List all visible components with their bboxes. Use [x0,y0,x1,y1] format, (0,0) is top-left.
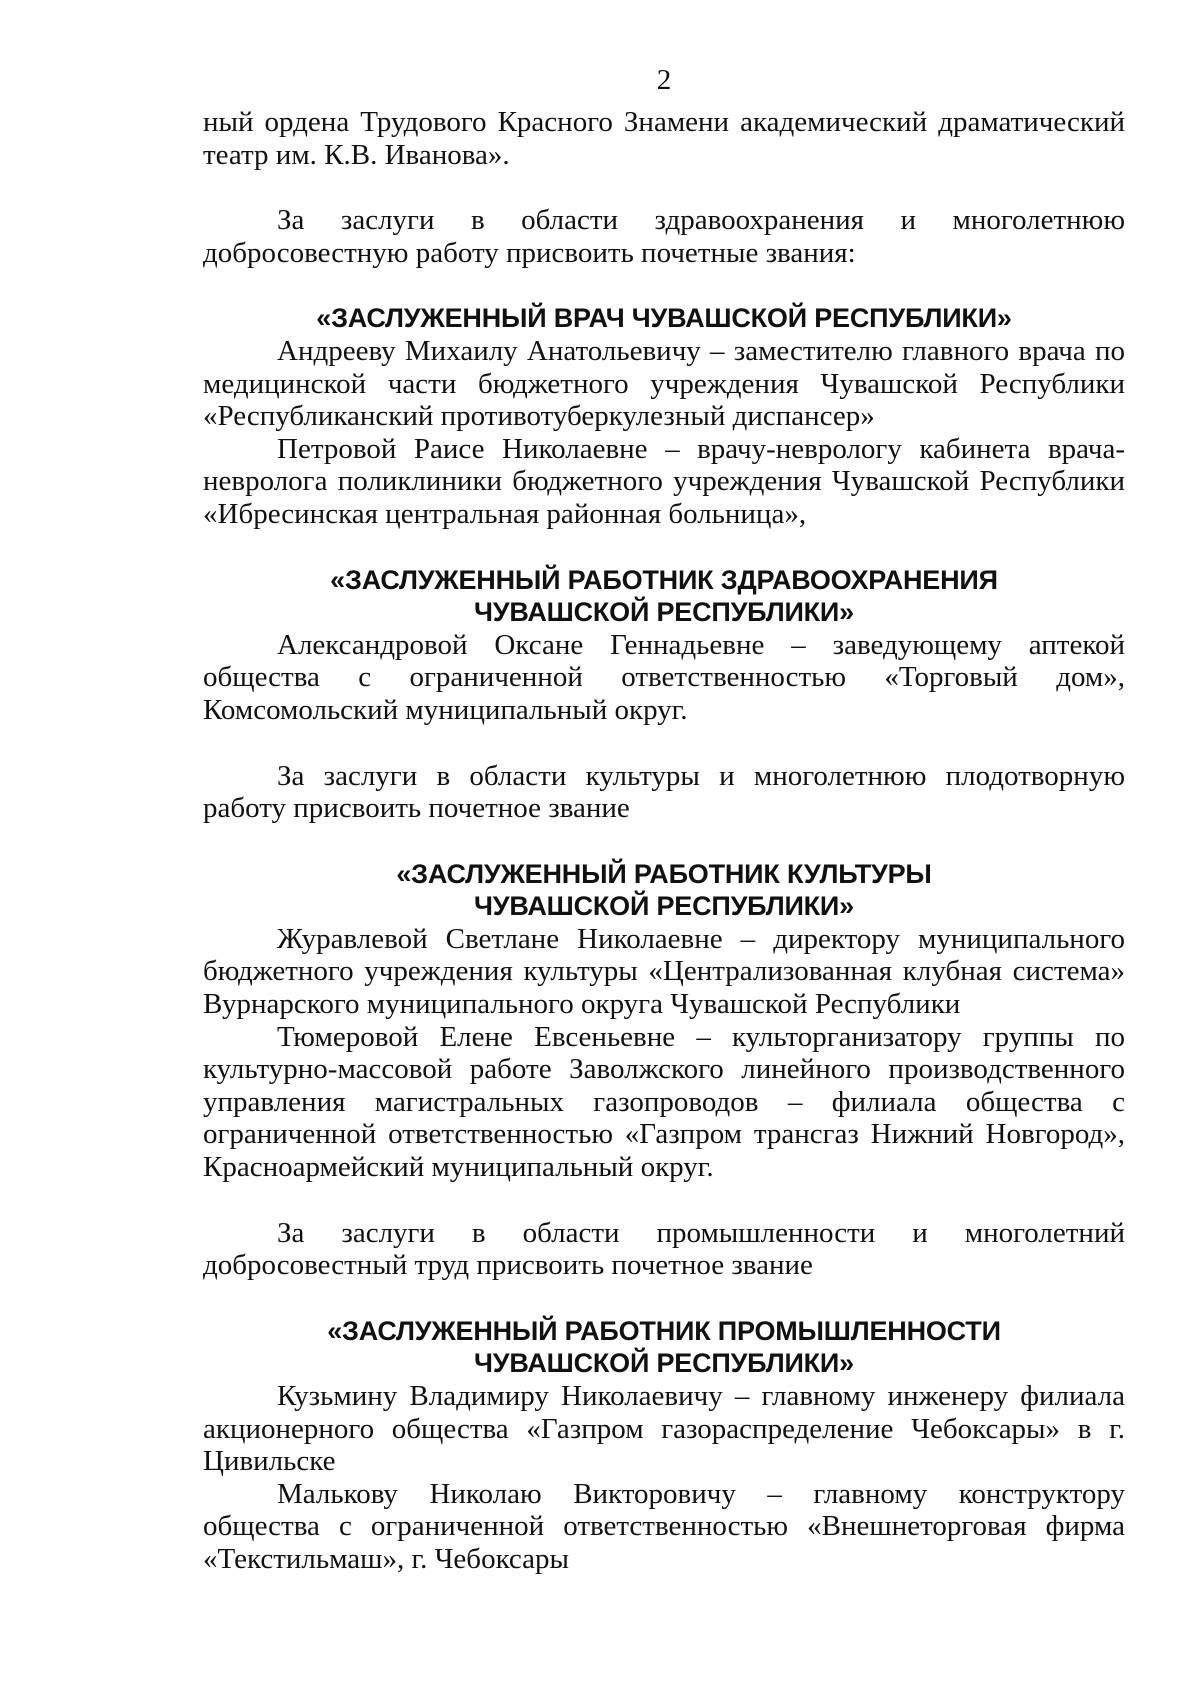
title-heading-health-worker [203,564,1125,629]
title-heading-line: «ЗАСЛУЖЕННЫЙ ВРАЧ ЧУВАШСКОЙ РЕСПУБЛИКИ» [316,303,1012,334]
awardee-entry: Тюмеровой Елене Евсеньевне – культорганизатору группы по культурно-массовой работе Заволжского линейного производственного управления магистральных газопроводов – филиала общества с ограниченной ответственностью «Газпром трансгаз Нижний Новгород», Красноармейский муниципальный округ. [203,1020,1125,1184]
title-heading-line: «ЗАСЛУЖЕННЫЙ РАБОТНИК ПРОМЫШЛЕННОСТИ [327,1315,1001,1346]
awardee-entry: Андрееву Михаилу Анатольевичу – заместителю главного врача по медицинской части бюджетного учреждения Чувашской Республики «Республиканский противотуберкулезный диспансер» [203,334,1125,433]
title-heading-doctor [203,302,1125,335]
document-page [203,66,1125,1576]
section-preamble-culture: За заслуги в области культуры и многолетнюю плодотворную работу присвоить почетное звание [203,759,1125,825]
section-preamble-healthcare: За заслуги в области здравоохранения и многолетнюю добросовестную работу присвоить почетные звания: [203,204,1125,269]
title-heading-line: ЧУВАШСКОЙ РЕСПУБЛИКИ» [474,597,854,628]
title-heading-line: «ЗАСЛУЖЕННЫЙ РАБОТНИК КУЛЬТУРЫ [396,858,932,889]
title-heading-line: ЧУВАШСКОЙ РЕСПУБЛИКИ» [474,1348,854,1379]
title-heading-line: ЧУВАШСКОЙ РЕСПУБЛИКИ» [474,891,854,922]
awardee-entry: Кузьмину Владимиру Николаевичу – главному инженеру филиала акционерного общества «Газпром газораспределение Чебоксары» в г. Цивильске [203,1380,1125,1478]
awardee-entry: Журавлевой Светлане Николаевне – директору муниципального бюджетного учреждения культуры «Централизованная клубная система» Вурнарского муниципального округа Чувашской Республики [203,922,1125,1021]
intro-continuation: ный ордена Трудового Красного Знамени академический драматический театр им. К.В. Иванова». [203,106,1125,171]
section-preamble-industry: За заслуги в области промышленности и многолетний добросовестный труд присвоить почетное звание [203,1216,1125,1282]
title-heading-culture-worker [203,858,1125,923]
title-heading-line: «ЗАСЛУЖЕННЫЙ РАБОТНИК ЗДРАВООХРАНЕНИЯ [330,564,998,595]
awardee-entry: Петровой Раисе Николаевне – врачу-неврологу кабинета врача-невролога поликлиники бюджетного учреждения Чувашской Республики «Ибресинская центральная районная больница», [203,432,1125,530]
awardee-entry: Малькову Николаю Викторовичу – главному конструктору общества с ограниченной ответственностью «Внешнеторговая фирма «Текстильмаш», г. Чебоксары [203,1477,1125,1575]
page-number: 2 [656,64,672,96]
awardee-entry: Александровой Оксане Геннадьевне – заведующему аптекой общества с ограниченной ответственностью «Торговый дом», Комсомольский муниципальный округ. [203,628,1125,726]
title-heading-industry-worker [203,1315,1125,1380]
